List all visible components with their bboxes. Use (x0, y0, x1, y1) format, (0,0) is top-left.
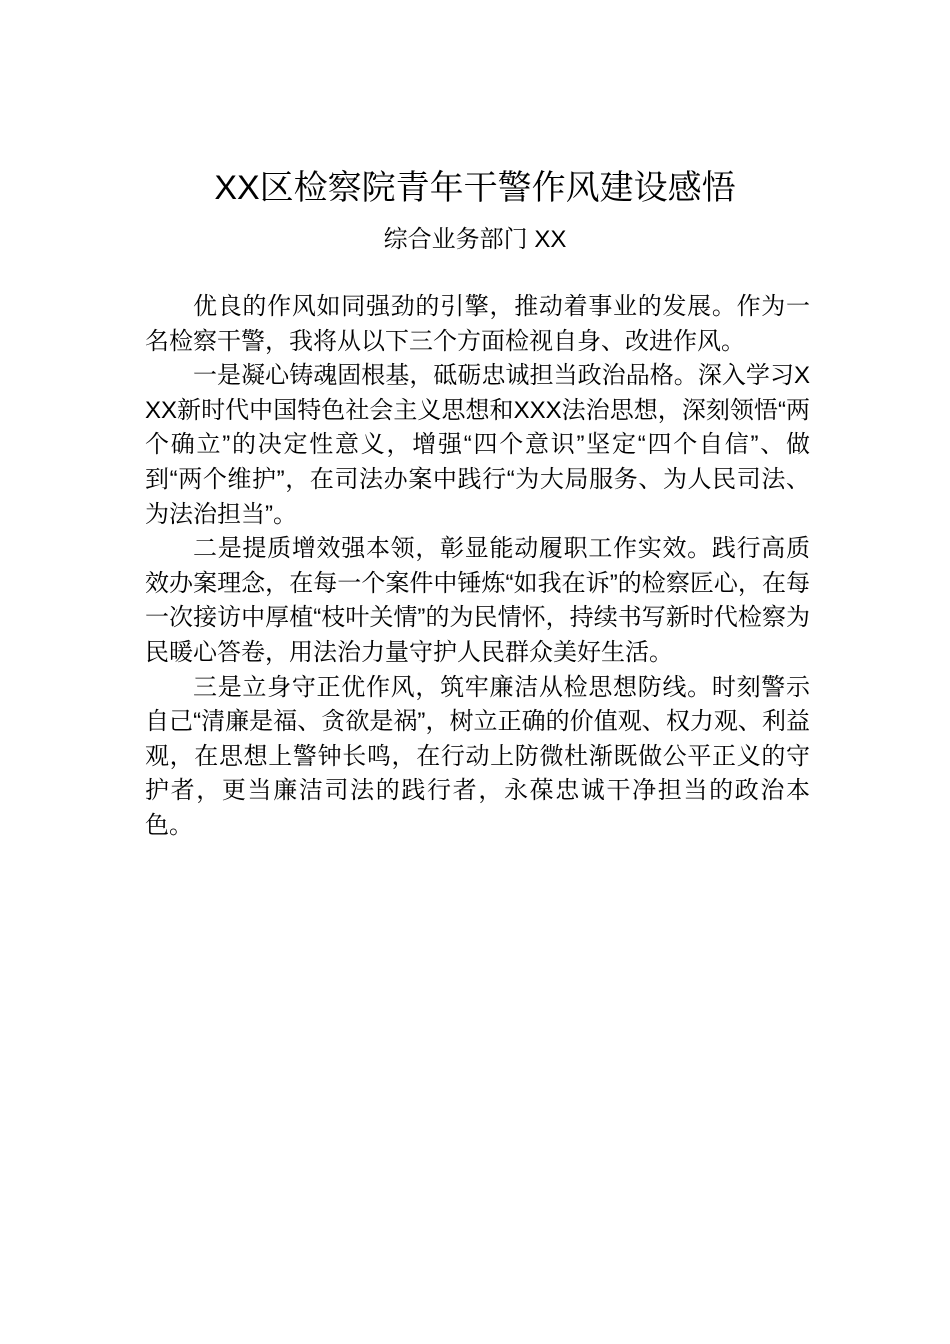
document-body (145, 290, 810, 844)
document-author: 综合业务部门 XX (383, 226, 567, 253)
document-title: XX区检察院青年干警作风建设感悟 (214, 169, 736, 207)
paragraph-intro: 优良的作风如同强劲的引擎，推动着事业的发展。作为一名检察干警，我将从以下三个方面检视自身、改进作风。 (145, 293, 810, 355)
paragraph-point-three: 三是立身守正优作风，筑牢廉洁从检思想防线。时刻警示自己“清廉是福、贪欲是祸”，树立正确的价值观、权力观、利益观，在思想上警钟长鸣，在行动上防微杜渐既做公平正义的守护者，更当廉洁司法的践行者，永葆忠诚干净担当的政治本色。 (145, 673, 810, 839)
paragraph-point-one: 一是凝心铸魂固根基，砥砺忠诚担当政治品格。深入学习XXX新时代中国特色社会主义思想和XXX法治思想，深刻领悟“两个确立”的决定性意义，增强“四个意识”坚定“四个自信”、做到“两个维护”，在司法办案中践行“为大局服务、为人民司法、为法治担当”。 (145, 362, 810, 528)
paragraph-point-two: 二是提质增效强本领，彰显能动履职工作实效。践行高质效办案理念，在每一个案件中锤炼“如我在诉”的检察匠心，在每一次接访中厚植“枝叶关情”的为民情怀，持续书写新时代检察为民暖心答卷，用法治力量守护人民群众美好生活。 (145, 535, 810, 666)
